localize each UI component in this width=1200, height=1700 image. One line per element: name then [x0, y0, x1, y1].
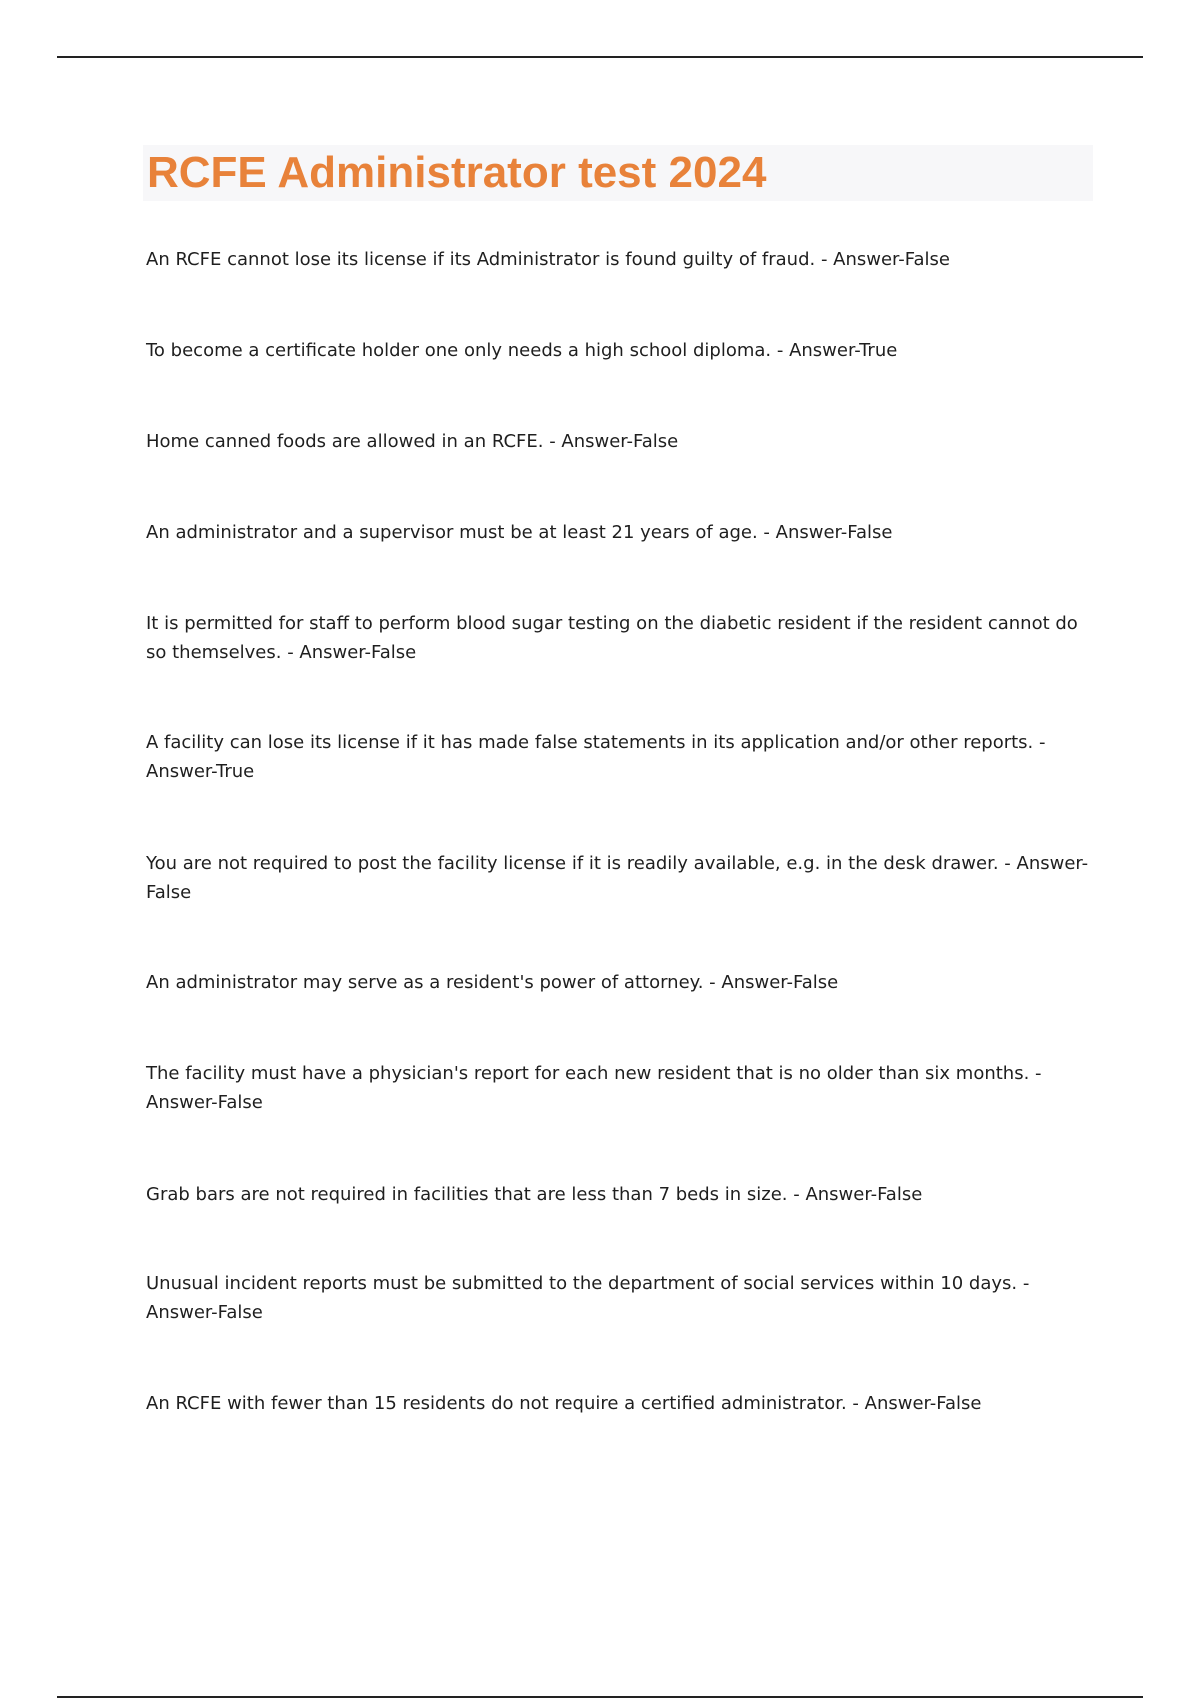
- qa-item-9: The facility must have a physician's report for each new resident that is no older than six months. - Answer-False: [146, 1063, 1042, 1113]
- qa-item-12: An RCFE with fewer than 15 residents do not require a certified administrator. - Answer-False: [146, 1393, 982, 1414]
- qa-item-1: An RCFE cannot lose its license if its Administrator is found guilty of fraud. - Answer-False: [146, 249, 950, 270]
- qa-item-4: An administrator and a supervisor must be at least 21 years of age. - Answer-False: [146, 522, 893, 543]
- qa-item-10: Grab bars are not required in facilities that are less than 7 beds in size. - Answer-False: [146, 1184, 923, 1205]
- title-bar: [143, 145, 1093, 201]
- document-title: RCFE Administrator test 2024: [147, 148, 767, 197]
- qa-item-2: To become a certificate holder one only needs a high school diploma. - Answer-True: [146, 340, 898, 361]
- qa-item-6: A facility can lose its license if it has made false statements in its application and/or other reports. - Answer-True: [146, 732, 1046, 782]
- bottom-rule: [57, 1696, 1143, 1698]
- qa-item-5: It is permitted for staff to perform blood sugar testing on the diabetic resident if the resident cannot do so themselves. - Answer-False: [146, 613, 1078, 663]
- qa-item-11: Unusual incident reports must be submitted to the department of social services within 10 days. - Answer-False: [146, 1273, 1030, 1323]
- top-rule: [57, 56, 1143, 58]
- qa-item-7: You are not required to post the facility license if it is readily available, e.g. in the desk drawer. - Answer-False: [146, 853, 1089, 903]
- qa-item-3: Home canned foods are allowed in an RCFE. - Answer-False: [146, 431, 679, 452]
- qa-item-8: An administrator may serve as a resident's power of attorney. - Answer-False: [146, 972, 839, 993]
